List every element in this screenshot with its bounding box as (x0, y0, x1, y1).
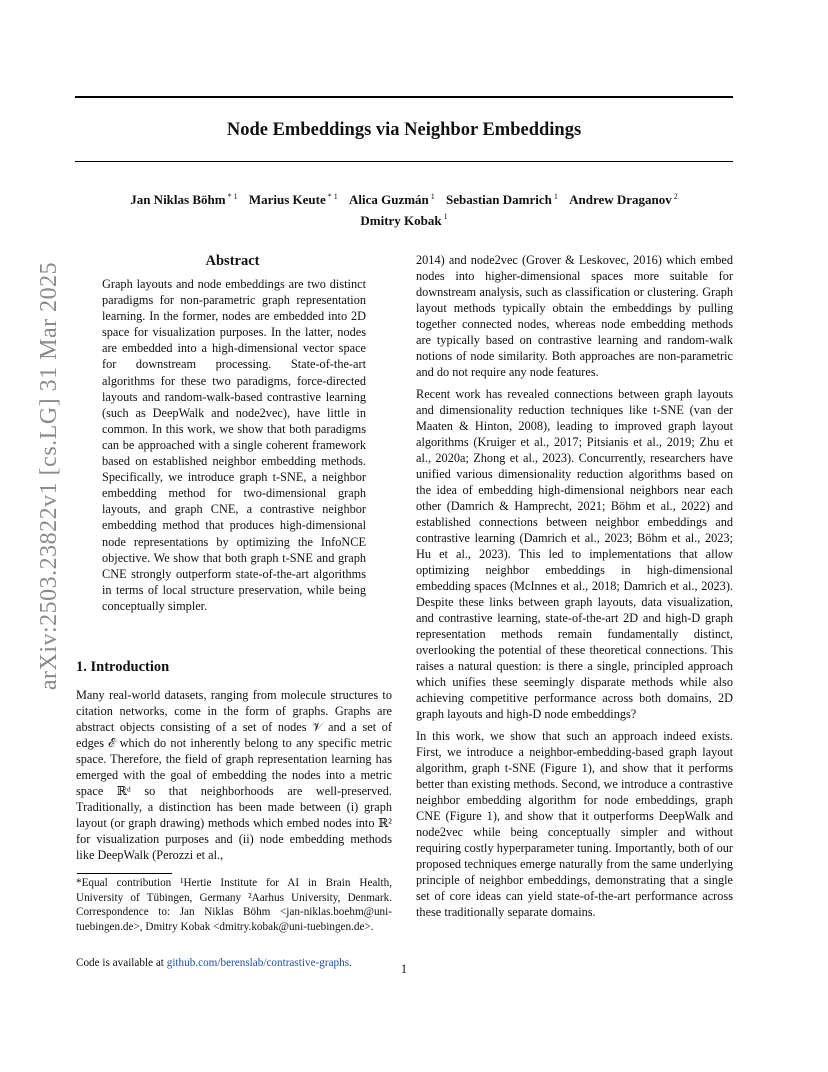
arxiv-stamp: arXiv:2503.23822v1 [cs.LG] 31 Mar 2025 (36, 261, 62, 691)
section-heading-introduction: 1. Introduction (76, 659, 170, 675)
title-bottom-rule (75, 161, 733, 162)
author: Jan Niklas Böhm $^{* 1}$ (130, 192, 238, 208)
introduction-paragraph: Many real-world datasets, ranging from molecule structures to citation networks, come in the form of graphs. Graphs are abstract objects consisting of a set of nodes 𝒱 and a set of edges ℰ which do not inherently belong to any specific metric space. Therefore, the field of graph representation learning has emerged with the goal of embedding the nodes into a metric space ℝᵈ so that neighborhoods are well-preserved. Traditionally, a distinction has been made between (i) graph layout (or graph drawing) methods which embed nodes into ℝ² for visualization purposes and (ii) node embedding methods like DeepWalk (Perozzi et al., (76, 688, 392, 862)
code-suffix: . (349, 957, 352, 969)
author: Alica Guzmán $^1$ (348, 192, 435, 208)
author: Dmitry Kobak $^1$ (360, 212, 448, 228)
code-prefix: Code is available at (76, 957, 167, 969)
paper-title: Node Embeddings via Neighbor Embeddings (226, 120, 582, 140)
footnote-rule (77, 873, 172, 874)
paragraph: 2014) and node2vec (Grover & Leskovec, 2016) which embed nodes into higher-dimensional spaces more suitable for downstream analysis, such as classification or clustering. Graph layout methods typically obtain the embeddings by pulling together connected nodes, whereas node embedding methods are typically based on contrastive learning and random-walk notions of node similarity. Both approaches are non-parametric and do not require any node features. (416, 253, 733, 379)
page-number: 1 (400, 962, 408, 976)
right-column (416, 252, 733, 926)
code-link[interactable]: github.com/berenslab/contrastive-graphs (166, 957, 350, 969)
author: Sebastian Damrich $^1$ (446, 192, 558, 208)
author: Marius Keute $^{* 1}$ (248, 192, 338, 208)
code-availability (76, 957, 392, 969)
footnote: *Equal contribution ¹Hertie Institute for AI in Brain Health, University of Tübingen, Germany ²Aarhus University, Denmark. Correspondence to: Jan Niklas Böhm <jan-niklas.boehm@uni-tuebingen.de>, Dmitry Kobak <dmitry.kobak@uni-tuebingen.de>. (76, 877, 392, 933)
author-list (75, 188, 733, 229)
author: Andrew Draganov $^2$ (569, 192, 678, 208)
paragraph: In this work, we show that such an approach indeed exists. First, we introduce a neighbor-embedding-based graph layout algorithm, graph t-SNE (Figure 1), and show that it performs better than existing methods. Second, we introduce a contrastive neighbor embedding algorithm for node embeddings, graph CNE (Figure 1), and show that it outperforms DeepWalk and node2vec while being conceptually simpler and without requiring costly hyperparameter tuning. Importantly, both of our proposed techniques emerge naturally from the same underlying principle of neighbor embeddings, demonstrating that a single set of core ideas can yield state-of-the-art performance across these traditionally separate domains. (416, 729, 733, 919)
top-rule (75, 96, 733, 98)
abstract-text: Graph layouts and node embeddings are two distinct paradigms for non-parametric graph representation learning. In the former, nodes are embedded into 2D space for visualization purposes. In the latter, nodes are embedded into a high-dimensional vector space for downstream processing. State-of-the-art algorithms for these two paradigms, force-directed layouts and random-walk-based contrastive learning (such as DeepWalk and node2vec), have little in common. In this work, we show that both paradigms can be approached with a single coherent framework based on established neighbor embedding methods. Specifically, we introduce graph t-SNE, a neighbor embedding method for two-dimensional graph layouts, and graph CNE, a contrastive neighbor embedding method that produces high-dimensional node representations by optimizing the InfoNCE objective. We show that both graph t-SNE and graph CNE strongly outperform state-of-the-art algorithms in terms of local structure preservation, while being conceptually simpler. (102, 277, 366, 613)
paragraph: Recent work has revealed connections between graph layouts and dimensionality reduction techniques like t-SNE (van der Maaten & Hinton, 2008), leading to improved graph layout algorithms (Kruiger et al., 2017; Pitsianis et al., 2019; Zhu et al., 2020a; Zhong et al., 2023). Concurrently, researchers have unified various dimensionality reduction algorithms based on the idea of embedding high-dimensional neighbors near each other (Damrich & Hamprecht, 2021; Böhm et al., 2022) and established connections between neighbor embeddings and contrastive learning (Damrich et al., 2023; Böhm et al., 2023; Hu et al., 2023). This led to implementations that allow optimizing neighbor embeddings in high-dimensional embedding spaces (McInnes et al., 2018; Damrich et al., 2023). Despite these links between graph layouts, data visualization, and contrastive learning, state-of-the-art 2D and high-D graph representation methods remain fundamentally distinct, overlooking the potential of these theoretical connections. This raises a natural question: is there a single, principled approach which unifies these seemingly disparate methods while also achieving competitive performance across both domains, 2D graph layouts and high-D node embeddings? (416, 387, 733, 721)
abstract-heading: Abstract (205, 253, 260, 269)
